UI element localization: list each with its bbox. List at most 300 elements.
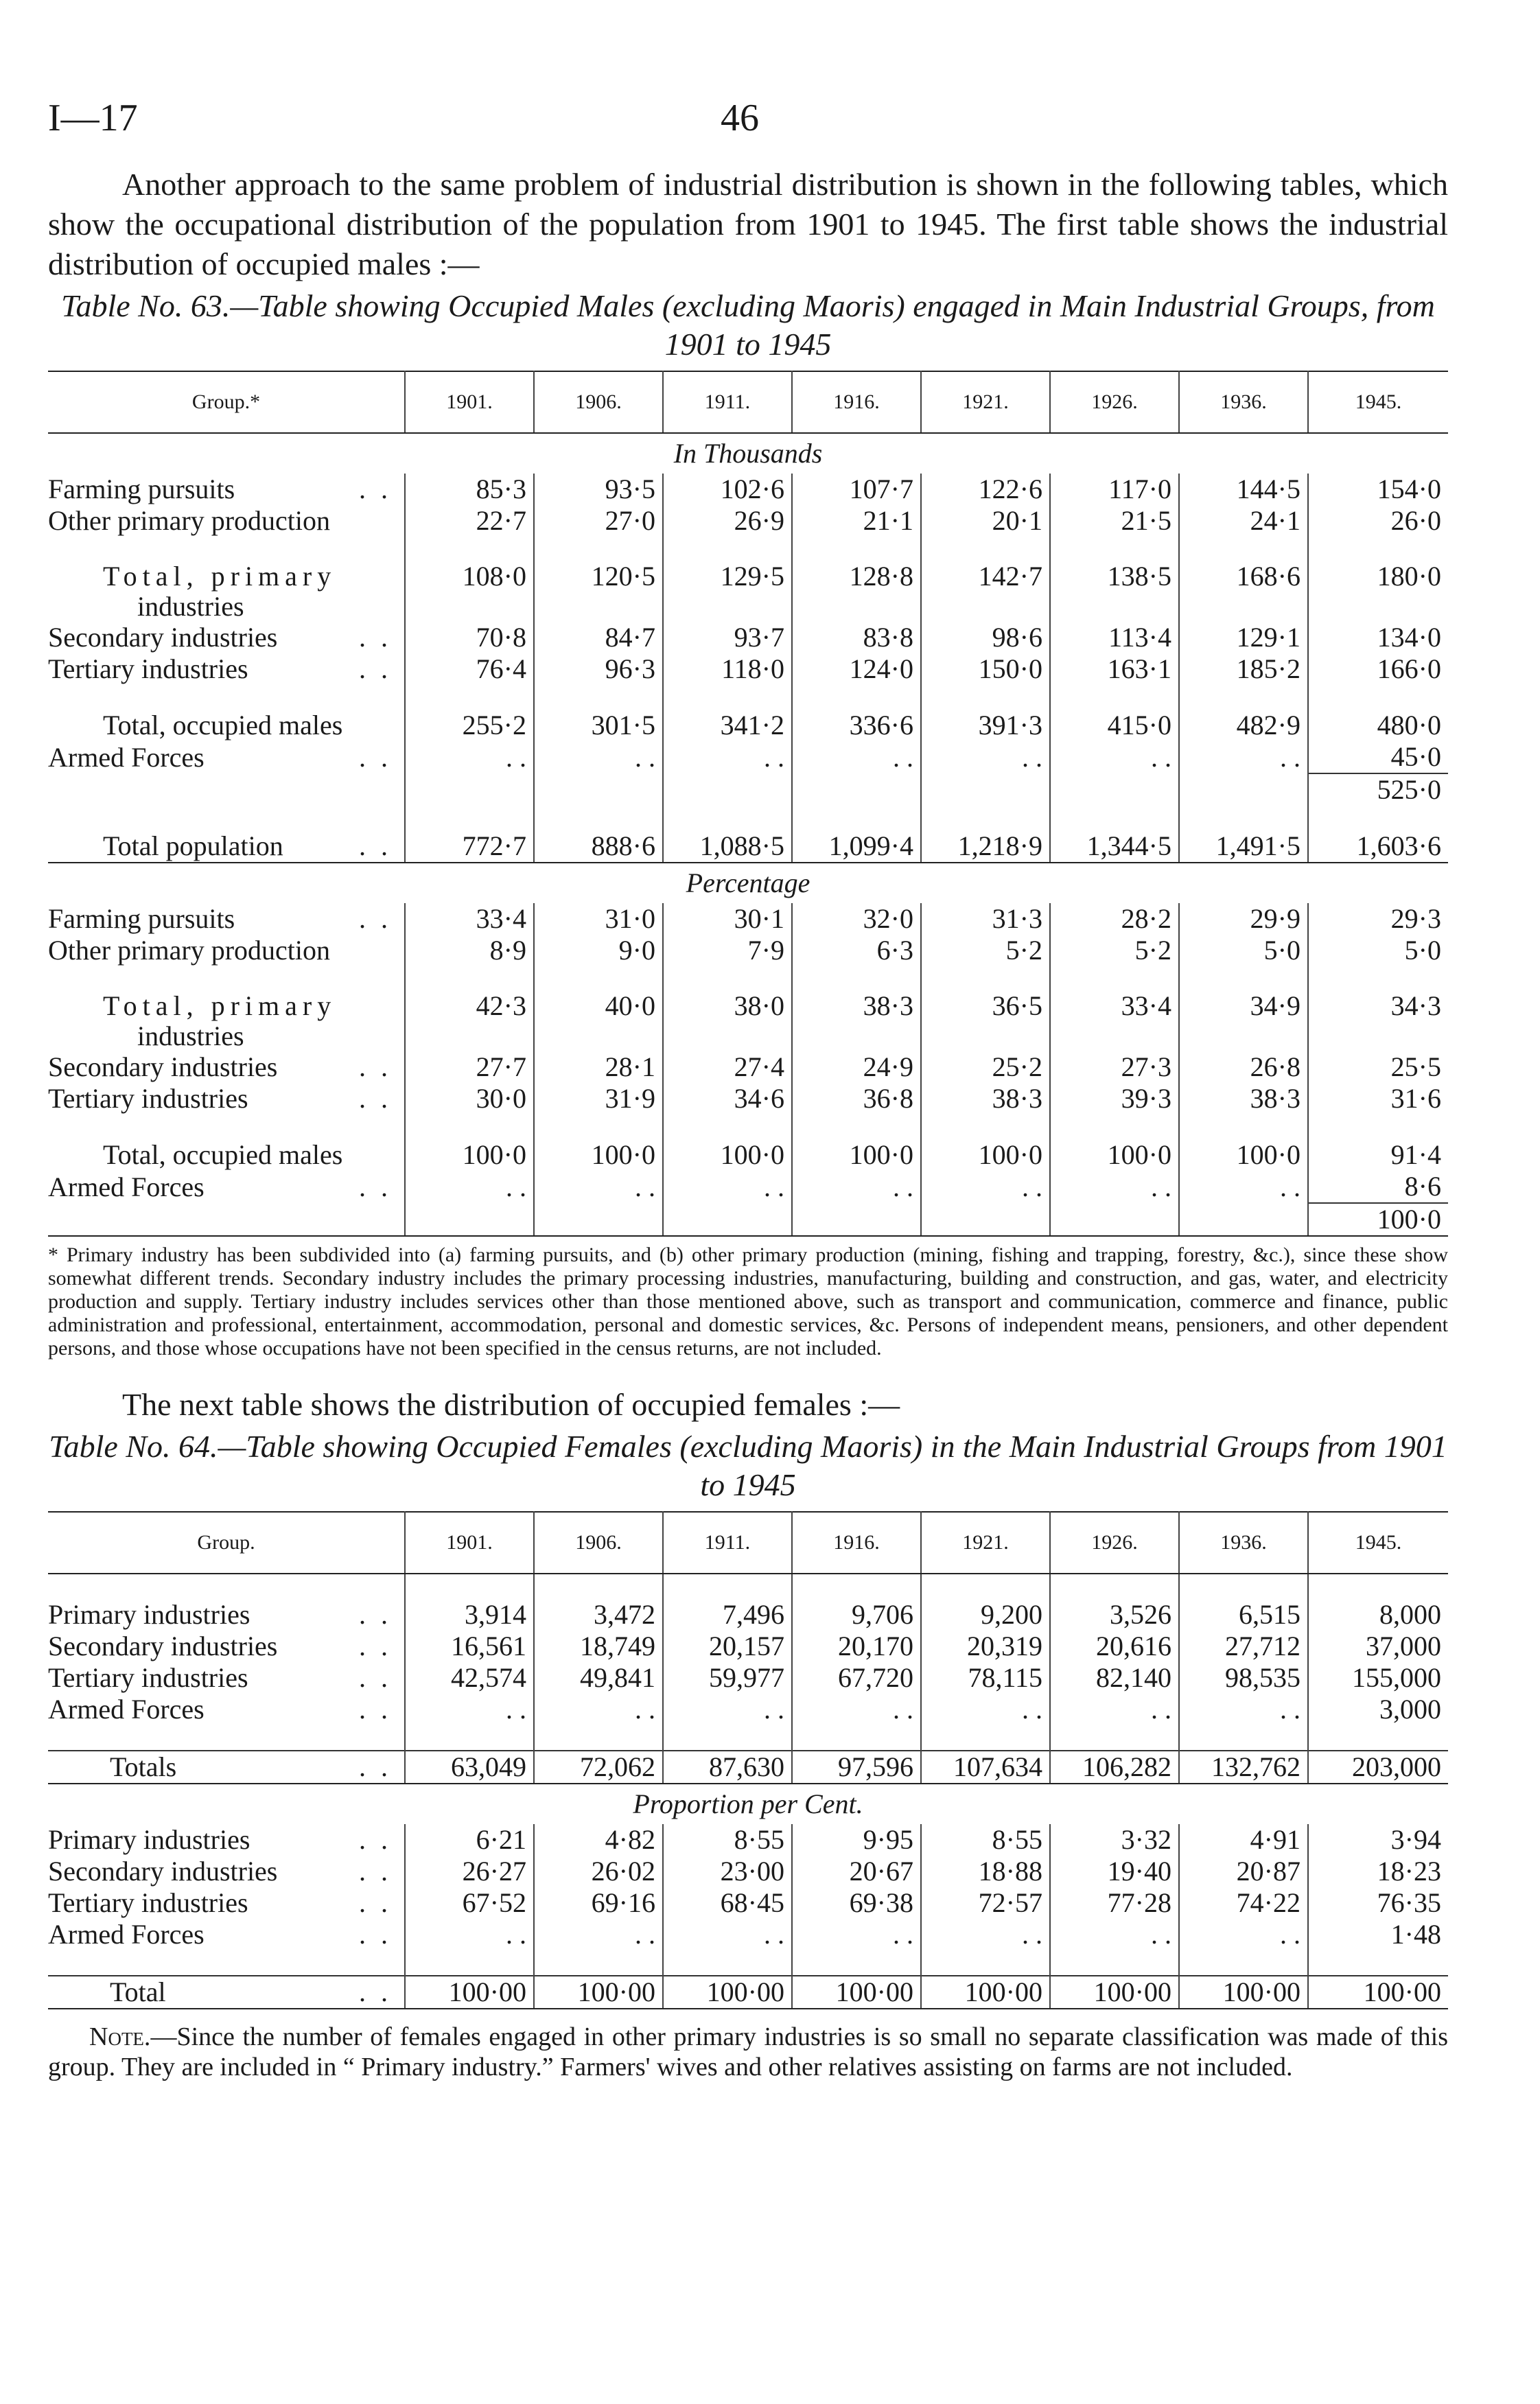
table-64-gap-cell <box>1179 1574 1308 1599</box>
table-64-caption-text: —Table showing Occupied Females (excluding Maoris) in the Main Industrial Groups from 1901 to 1945 <box>218 1429 1447 1502</box>
table-64-num-primary-value: 3,526 <box>1050 1599 1179 1631</box>
table-64-num-primary-value: 8,000 <box>1379 1599 1441 1630</box>
table-63-gap-cell <box>663 685 792 710</box>
table-63-thousands-total-males-value: 391·3 <box>921 710 1050 741</box>
table-63-thousands-population-value: 888·6 <box>534 830 663 863</box>
table-63-pct-total-primary-value: 36·5 <box>921 991 1050 1051</box>
note-paragraph <box>48 2022 1448 2082</box>
table-64-pct-total-value: 100·00 <box>663 1976 792 2009</box>
table-63-gap-cell <box>48 685 405 710</box>
table-64-num-tertiary-value: 155,000 <box>1352 1662 1441 1693</box>
table-63-thousands-population-value: 772·7 <box>405 830 534 863</box>
table-63-pct-armed-value: . . <box>405 1171 534 1203</box>
table-63-pct-secondary-label-dots: . . <box>359 1051 392 1082</box>
table-63-pct-tertiary-label-dots: . . <box>359 1083 392 1114</box>
document-page <box>48 96 1448 2082</box>
table-63-pct-tertiary-label-text: Tertiary industries <box>48 1083 248 1114</box>
table-64-num-tertiary-value: 82,140 <box>1050 1662 1179 1694</box>
table-63-pct-secondary-value: 25·2 <box>921 1051 1050 1083</box>
page-number: 46 <box>721 97 759 139</box>
table-64-pct-armed-label-text: Armed Forces <box>48 1919 205 1950</box>
table-63-pct-armed-value: . . <box>1050 1171 1179 1203</box>
table-63-thousands-total-primary-value: 168·6 <box>1179 561 1308 622</box>
table-63-thousands-other-primary-label <box>48 505 405 537</box>
table-64-num-primary-value: 9,706 <box>792 1599 921 1631</box>
table-63-pct-total-males-label-text: Total, occupied males <box>103 1139 343 1170</box>
table-63-thousands-farming-label-dots: . . <box>359 474 392 504</box>
table-63-thousands-tertiary-value: 166·0 <box>1377 653 1441 684</box>
table-64-num-armed-value: . . <box>792 1694 921 1725</box>
table-63-gap-cell <box>663 1115 792 1139</box>
table-64-pct-primary-value: 9·95 <box>792 1824 921 1856</box>
table-63-pct-farming-value: 31·0 <box>534 903 663 935</box>
table-63-gap-cell <box>921 685 1050 710</box>
table-63 <box>48 371 1448 1237</box>
table-64-gap-cell <box>405 1574 534 1599</box>
table-63-thousands-armed-value: . . <box>663 741 792 773</box>
table-64-pct-armed-label-dots: . . <box>359 1919 392 1950</box>
table-64-gap-cell <box>1050 1950 1179 1976</box>
table-64-gap <box>48 1725 1448 1751</box>
table-64-num-tertiary-value: 78,115 <box>921 1662 1050 1694</box>
table-63-thousands-total-primary-value: 120·5 <box>534 561 663 622</box>
table-63-gap-cell <box>921 1115 1050 1139</box>
table-63-thousands-other-primary-value: 21·5 <box>1050 505 1179 537</box>
table-63-gap-cell <box>48 966 405 991</box>
table-63-thousands-other-primary-label-text: Other primary production <box>48 505 330 536</box>
table-63-pct-total-primary-value: 38·3 <box>792 991 921 1051</box>
table-63-pct-secondary-label <box>48 1051 405 1083</box>
table-64-pct-tertiary-value: 67·52 <box>405 1887 534 1919</box>
table-64-num-primary-value: 6,515 <box>1179 1599 1308 1631</box>
table-64-num-armed-label <box>48 1694 405 1725</box>
table-63-thousands-secondary-value: 129·1 <box>1179 622 1308 653</box>
table-63-pct-armed-total-1945-row <box>48 1203 1448 1236</box>
table-63-gap-cell <box>1179 1115 1308 1139</box>
table-63-pct-total-primary-value: 33·4 <box>1050 991 1179 1051</box>
table-64-num-tertiary-label-dots: . . <box>359 1662 392 1693</box>
table-64-header-6: 1926. <box>1050 1512 1179 1574</box>
table-63-thousands-population-label <box>48 830 405 863</box>
table-63-header-8: 1945. <box>1308 371 1448 433</box>
table-64-header-0: Group. <box>48 1512 405 1574</box>
table-64-gap-cell <box>792 1725 921 1751</box>
table-64-num-totals-value: 72,062 <box>534 1751 663 1784</box>
table-64-num-tertiary-row <box>48 1662 1448 1694</box>
table-64-gap-cell <box>1308 1725 1448 1751</box>
table-64-num-primary-value: 3,914 <box>405 1599 534 1631</box>
table-63-section-thousands-row <box>48 433 1448 474</box>
table-64-gap-cell <box>48 1725 405 1751</box>
table-63-gap-cell <box>663 537 792 561</box>
table-64-pct-secondary-label-dots: . . <box>359 1856 392 1887</box>
table-63-pct-farming-label-dots: . . <box>359 903 392 934</box>
table-63-pct-tertiary-value: 38·3 <box>1179 1083 1308 1115</box>
table-63-gap-cell <box>1179 806 1308 830</box>
table-63-thousands-secondary-value: 84·7 <box>534 622 663 653</box>
table-64-num-armed-value: 3,000 <box>1379 1694 1441 1725</box>
table-63-pct-total-males-value: 100·0 <box>921 1139 1050 1171</box>
table-63-gap-cell <box>48 1115 405 1139</box>
table-63-pct-armed-label-text: Armed Forces <box>48 1171 205 1202</box>
table-64-num-armed-value: . . <box>1050 1694 1179 1725</box>
table-63-thousands-armed-total-1945-blank <box>405 773 534 806</box>
table-63-thousands-tertiary-label <box>48 653 405 685</box>
table-64-gap-cell <box>921 1574 1050 1599</box>
table-64-gap-cell <box>1050 1574 1179 1599</box>
table-63-pct-total-males-value: 100·0 <box>792 1139 921 1171</box>
table-63-thousands-armed-value: . . <box>1179 741 1308 773</box>
table-64-pct-armed-value: . . <box>1179 1919 1308 1950</box>
note-lead: Note. <box>89 2022 151 2051</box>
table-64-caption <box>48 1427 1448 1504</box>
table-64-num-totals-value: 106,282 <box>1050 1751 1179 1784</box>
table-63-thousands-total-primary-row <box>48 561 1448 622</box>
table-63-pct-armed-total-1945-blank <box>534 1203 663 1236</box>
table-63-header-4: 1916. <box>792 371 921 433</box>
table-63-pct-farming-label <box>48 903 405 935</box>
table-63-thousands-other-primary-value: 24·1 <box>1179 505 1308 537</box>
table-63-thousands-armed-value: . . <box>792 741 921 773</box>
table-63-thousands-farming-value: 154·0 <box>1377 474 1441 504</box>
table-63-thousands-secondary-row <box>48 622 1448 653</box>
table-63-thousands-other-primary-value: 21·1 <box>792 505 921 537</box>
table-64-num-totals-value: 203,000 <box>1308 1751 1448 1784</box>
table-64-pct-secondary-label-text: Secondary industries <box>48 1856 278 1887</box>
table-64-pct-armed-value: 1·48 <box>1390 1919 1441 1950</box>
table-63-thousands-population-value: 1,099·4 <box>792 830 921 863</box>
table-63-gap-cell <box>1050 806 1179 830</box>
table-64-pct-total-value: 100·00 <box>534 1976 663 2009</box>
table-64-num-primary-value: 3,472 <box>534 1599 663 1631</box>
table-64 <box>48 1511 1448 2009</box>
table-63-pct-armed-total-1945-blank <box>1050 1203 1179 1236</box>
table-64-gap-cell <box>534 1950 663 1976</box>
table-63-thousands-secondary-label-dots: . . <box>359 622 392 653</box>
table-64-num-totals-label <box>48 1751 405 1784</box>
table-64-pct-secondary-value: 18·23 <box>1377 1856 1441 1887</box>
table-63-thousands-farming-value: 93·5 <box>534 474 663 505</box>
table-63-pct-armed-total-1945-blank <box>1179 1203 1308 1236</box>
table-63-gap-cell <box>921 966 1050 991</box>
table-63-pct-farming-value: 29·9 <box>1179 903 1308 935</box>
table-64-num-primary-value: 7,496 <box>663 1599 792 1631</box>
table-63-pct-farming-row <box>48 903 1448 935</box>
table-63-pct-total-primary-value: 42·3 <box>405 991 534 1051</box>
table-63-header-1: 1901. <box>405 371 534 433</box>
table-63-gap <box>48 685 1448 710</box>
table-64-gap-cell <box>1179 1725 1308 1751</box>
table-64-pct-armed-label <box>48 1919 405 1950</box>
table-64-pct-total-value: 100·00 <box>1308 1976 1448 2009</box>
table-64-gap-cell <box>1308 1574 1448 1599</box>
table-64-gap <box>48 1950 1448 1976</box>
table-63-thousands-farming-value: 122·6 <box>921 474 1050 505</box>
table-63-pct-tertiary-value: 36·8 <box>792 1083 921 1115</box>
table-63-thousands-farming-value: 85·3 <box>405 474 534 505</box>
table-63-gap-cell <box>405 537 534 561</box>
table-63-pct-tertiary-value: 34·6 <box>663 1083 792 1115</box>
table-63-thousands-tertiary-value: 185·2 <box>1179 653 1308 685</box>
table-63-pct-total-males-value: 100·0 <box>1050 1139 1179 1171</box>
table-63-thousands-armed-total-1945: 525·0 <box>1308 773 1448 806</box>
table-63-pct-secondary-value: 24·9 <box>792 1051 921 1083</box>
table-64-pct-tertiary-value: 68·45 <box>663 1887 792 1919</box>
table-63-thousands-farming-value: 107·7 <box>792 474 921 505</box>
table-64-pct-secondary-value: 20·87 <box>1179 1856 1308 1887</box>
table-64-pct-total-value: 100·00 <box>405 1976 534 2009</box>
table-63-thousands-armed-value: . . <box>921 741 1050 773</box>
table-64-num-secondary-value: 37,000 <box>1366 1631 1441 1661</box>
table-64-gap-cell <box>663 1725 792 1751</box>
table-63-gap-cell <box>534 966 663 991</box>
table-64-gap-cell <box>663 1950 792 1976</box>
table-63-pct-farming-value: 32·0 <box>792 903 921 935</box>
table-63-pct-total-primary-value: 34·3 <box>1390 990 1441 1021</box>
table-63-pct-secondary-value: 27·4 <box>663 1051 792 1083</box>
table-64-pct-armed-value: . . <box>534 1919 663 1950</box>
table-63-thousands-total-males-row <box>48 710 1448 741</box>
table-64-pct-total-label-text: Total <box>110 1976 166 2007</box>
table-63-pct-secondary-value: 28·1 <box>534 1051 663 1083</box>
table-63-thousands-armed-label <box>48 741 405 773</box>
table-63-thousands-other-primary-value: 20·1 <box>921 505 1050 537</box>
table-64-num-secondary-value: 20,170 <box>792 1631 921 1662</box>
table-64-gap-cell <box>921 1950 1050 1976</box>
table-63-caption <box>48 287 1448 364</box>
table-63-thousands-farming-value: 102·6 <box>663 474 792 505</box>
table-64-gap-cell <box>792 1574 921 1599</box>
table-64-gap-cell <box>48 1950 405 1976</box>
intro-paragraph-2: The next table shows the distribution of occupied females :— <box>122 1387 900 1422</box>
table-63-gap-cell <box>1050 1115 1179 1139</box>
table-63-pct-other-primary-value: 7·9 <box>663 935 792 966</box>
table-63-pct-total-males-row <box>48 1139 1448 1171</box>
table-64-header-5: 1921. <box>921 1512 1050 1574</box>
table-63-thousands-secondary-label-text: Secondary industries <box>48 622 278 653</box>
table-63-pct-secondary-value: 26·8 <box>1179 1051 1308 1083</box>
table-63-gap-cell <box>534 537 663 561</box>
table-63-gap-cell <box>1308 1115 1448 1139</box>
table-63-thousands-total-males-value: 480·0 <box>1377 710 1441 740</box>
table-64-pct-tertiary-value: 69·38 <box>792 1887 921 1919</box>
table-63-pct-tertiary-value: 39·3 <box>1050 1083 1179 1115</box>
table-64-pct-secondary-label <box>48 1856 405 1887</box>
table-63-thousands-total-males-label-text: Total, occupied males <box>103 710 343 740</box>
table-64-num-tertiary-label-text: Tertiary industries <box>48 1662 248 1693</box>
table-64-gap-cell <box>1050 1725 1179 1751</box>
table-63-thousands-total-males-label <box>48 710 405 741</box>
table-63-thousands-armed-total-1945-blank <box>921 773 1050 806</box>
table-63-header-0: Group.* <box>48 371 405 433</box>
table-63-pct-armed-value: . . <box>1179 1171 1308 1203</box>
table-63-thousands-armed-total-1945-row <box>48 773 1448 806</box>
table-64-num-armed-value: . . <box>1179 1694 1308 1725</box>
table-64-num-tertiary-value: 67,720 <box>792 1662 921 1694</box>
table-64-pct-primary-value: 4·82 <box>534 1824 663 1856</box>
table-63-thousands-armed-value: . . <box>405 741 534 773</box>
table-63-gap-cell <box>405 685 534 710</box>
table-63-section-thousands: In Thousands <box>673 438 823 469</box>
table-64-pct-armed-value: . . <box>1050 1919 1179 1950</box>
table-63-pct-total-primary-label-a: Total, primary <box>103 990 337 1021</box>
table-63-pct-other-primary-label-text: Other primary production <box>48 935 330 966</box>
table-63-pct-other-primary-value: 5·0 <box>1179 935 1308 966</box>
table-63-pct-secondary-label-text: Secondary industries <box>48 1051 278 1082</box>
table-63-gap <box>48 806 1448 830</box>
table-64-gap-cell <box>48 1574 405 1599</box>
table-63-pct-other-primary-value: 5·2 <box>921 935 1050 966</box>
intro-paragraph: Another approach to the same problem of industrial distribution is shown in the following tables, which show the occupational distribution of the population from 1901 to 1945. The first table shows the industrial distribution of occupied males :— <box>48 167 1448 281</box>
table-64-pct-primary-value: 6·21 <box>405 1824 534 1856</box>
table-64-pct-primary-value: 8·55 <box>921 1824 1050 1856</box>
table-63-pct-farming-value: 33·4 <box>405 903 534 935</box>
table-63-thousands-other-primary-value: 22·7 <box>405 505 534 537</box>
table-64-pct-armed-value: . . <box>663 1919 792 1950</box>
table-64-num-primary-label-dots: . . <box>359 1599 392 1630</box>
table-63-pct-total-males-value: 91·4 <box>1390 1139 1441 1170</box>
table-63-thousands-secondary-value: 70·8 <box>405 622 534 653</box>
table-63-gap-cell <box>1050 537 1179 561</box>
table-64-gap-cell <box>534 1725 663 1751</box>
table-64-pct-armed-row <box>48 1919 1448 1950</box>
table-63-caption-lead: Table No. 63. <box>61 288 231 323</box>
table-63-pct-armed-value: . . <box>534 1171 663 1203</box>
table-63-pct-armed-label <box>48 1171 405 1203</box>
table-64-pct-secondary-value: 26·27 <box>405 1856 534 1887</box>
table-63-pct-tertiary-row <box>48 1083 1448 1115</box>
table-64-num-armed-value: . . <box>405 1694 534 1725</box>
table-63-gap-cell <box>1308 537 1448 561</box>
table-64-num-armed-value: . . <box>534 1694 663 1725</box>
table-64-header-2: 1906. <box>534 1512 663 1574</box>
table-64-pct-tertiary-label-text: Tertiary industries <box>48 1887 248 1918</box>
table-63-thousands-population-value: 1,344·5 <box>1050 830 1179 863</box>
table-63-pct-armed-value: . . <box>792 1171 921 1203</box>
table-63-thousands-secondary-value: 98·6 <box>921 622 1050 653</box>
table-63-gap-cell <box>1179 537 1308 561</box>
table-63-header-7: 1936. <box>1179 371 1308 433</box>
table-63-thousands-population-label-dots: . . <box>359 830 392 861</box>
table-63-pct-total-males-label <box>48 1139 405 1171</box>
table-63-thousands-farming-value: 144·5 <box>1179 474 1308 505</box>
table-64-num-totals-label-text: Totals <box>110 1751 177 1782</box>
table-63-thousands-total-primary-value: 138·5 <box>1050 561 1179 622</box>
table-63-pct-farming-value: 30·1 <box>663 903 792 935</box>
table-63-gap-cell <box>48 537 405 561</box>
table-64-num-primary-label-text: Primary industries <box>48 1599 250 1630</box>
table-63-thousands-tertiary-value: 96·3 <box>534 653 663 685</box>
table-64-pct-tertiary-value: 74·22 <box>1179 1887 1308 1919</box>
table-63-pct-farming-value: 31·3 <box>921 903 1050 935</box>
table-64-header-row <box>48 1512 1448 1574</box>
table-63-thousands-total-primary-value: 129·5 <box>663 561 792 622</box>
table-64-pct-total-row <box>48 1976 1448 2009</box>
table-63-thousands-other-primary-row <box>48 505 1448 537</box>
table-63-thousands-total-males-value: 255·2 <box>405 710 534 741</box>
table-63-gap-cell <box>792 806 921 830</box>
table-64-pct-primary-value: 8·55 <box>663 1824 792 1856</box>
table-64-num-armed-row <box>48 1694 1448 1725</box>
table-64-pct-armed-value: . . <box>405 1919 534 1950</box>
table-64-num-primary-row <box>48 1599 1448 1631</box>
table-64-num-secondary-row <box>48 1631 1448 1662</box>
table-63-gap-cell <box>921 806 1050 830</box>
table-63-pct-other-primary-value: 5·0 <box>1404 935 1441 966</box>
table-64-num-totals-value: 107,634 <box>921 1751 1050 1784</box>
table-64-caption-lead: Table No. 64. <box>49 1429 218 1464</box>
table-63-thousands-armed-value: 45·0 <box>1390 741 1441 772</box>
table-63-pct-other-primary-value: 9·0 <box>534 935 663 966</box>
table-63-caption-text: —Table showing Occupied Males (excluding Maoris) engaged in Main Industrial Groups, from 1901 to 1945 <box>230 288 1435 362</box>
table-64-pct-tertiary-label <box>48 1887 405 1919</box>
page-id: I—17 <box>48 97 138 139</box>
table-63-thousands-armed-total-1945-label <box>48 773 405 806</box>
table-63-gap-cell <box>1308 966 1448 991</box>
table-63-pct-armed-total-1945-blank <box>792 1203 921 1236</box>
table-64-num-secondary-value: 18,749 <box>534 1631 663 1662</box>
table-64-header-4: 1916. <box>792 1512 921 1574</box>
table-64-num-secondary-label <box>48 1631 405 1662</box>
table-63-gap-cell <box>792 685 921 710</box>
table-64-pct-primary-value: 4·91 <box>1179 1824 1308 1856</box>
table-63-gap <box>48 966 1448 991</box>
table-64-num-tertiary-value: 49,841 <box>534 1662 663 1694</box>
table-63-section-percentage: Percentage <box>686 867 810 898</box>
table-64-num-secondary-value: 16,561 <box>405 1631 534 1662</box>
table-63-thousands-armed-value: . . <box>1050 741 1179 773</box>
table-63-pct-tertiary-label <box>48 1083 405 1115</box>
table-64-pct-primary-value: 3·94 <box>1390 1824 1441 1855</box>
table-63-gap-cell <box>921 537 1050 561</box>
table-64-gap-cell <box>663 1574 792 1599</box>
table-64-gap-cell <box>405 1725 534 1751</box>
table-63-gap-cell <box>1179 685 1308 710</box>
table-63-pct-tertiary-value: 30·0 <box>405 1083 534 1115</box>
table-64-gap-cell <box>1179 1950 1308 1976</box>
table-63-thousands-tertiary-value: 118·0 <box>663 653 792 685</box>
table-63-pct-armed-total-1945-blank <box>663 1203 792 1236</box>
table-63-pct-other-primary-value: 6·3 <box>792 935 921 966</box>
table-64-pct-total-value: 100·00 <box>1050 1976 1179 2009</box>
table-64-pct-secondary-value: 23·00 <box>663 1856 792 1887</box>
table-63-pct-armed-label-dots: . . <box>359 1171 392 1202</box>
table-63-gap-cell <box>534 1115 663 1139</box>
table-63-thousands-tertiary-value: 150·0 <box>921 653 1050 685</box>
table-64-header-3: 1911. <box>663 1512 792 1574</box>
table-63-thousands-population-row <box>48 830 1448 863</box>
table-63-thousands-secondary-value: 113·4 <box>1050 622 1179 653</box>
table-63-header-5: 1921. <box>921 371 1050 433</box>
table-63-pct-secondary-value: 27·3 <box>1050 1051 1179 1083</box>
table-64-header-1: 1901. <box>405 1512 534 1574</box>
table-64-num-armed-label-dots: . . <box>359 1694 392 1725</box>
table-64-pct-secondary-row <box>48 1856 1448 1887</box>
table-63-pct-total-males-value: 100·0 <box>405 1139 534 1171</box>
table-63-thousands-total-males-value: 336·6 <box>792 710 921 741</box>
table-63-thousands-armed-total-1945-blank <box>1179 773 1308 806</box>
table-64-pct-total-label <box>48 1976 405 2009</box>
table-63-thousands-tertiary-label-text: Tertiary industries <box>48 653 248 684</box>
table-64-gap-cell <box>921 1725 1050 1751</box>
table-63-thousands-other-primary-value: 27·0 <box>534 505 663 537</box>
table-63-pct-total-males-value: 100·0 <box>663 1139 792 1171</box>
table-64-pct-tertiary-value: 77·28 <box>1050 1887 1179 1919</box>
table-64-num-armed-value: . . <box>663 1694 792 1725</box>
table-63-thousands-farming-label <box>48 474 405 505</box>
table-64-pct-secondary-value: 19·40 <box>1050 1856 1179 1887</box>
table-64-num-secondary-label-dots: . . <box>359 1631 392 1661</box>
